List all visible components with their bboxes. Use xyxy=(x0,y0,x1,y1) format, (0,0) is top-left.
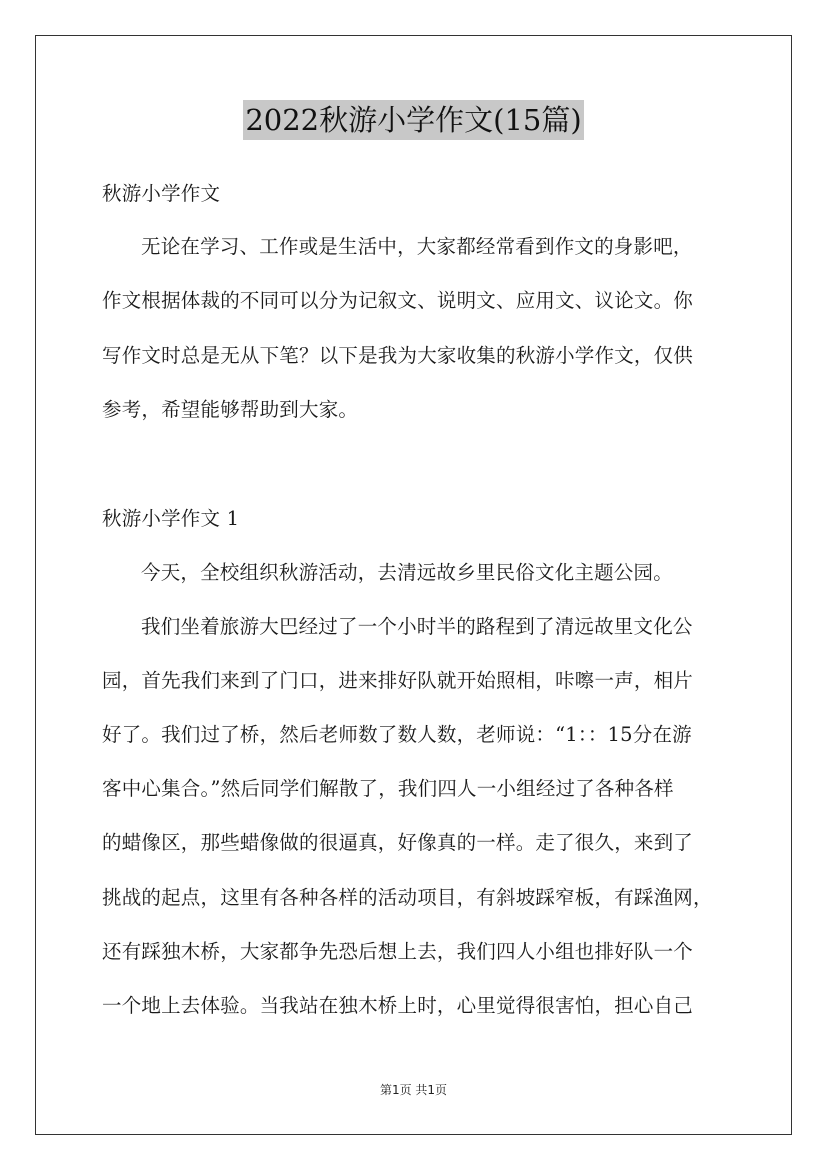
essay-line-8: 还有踩独木桥，大家都争先恐后想上去，我们四人小组也排好队一个 xyxy=(102,940,694,963)
intro-line-1: 无论在学习、工作或是生活中，大家都经常看到作文的身影吧， xyxy=(141,235,693,258)
essay-line-5: 客中心集合。”然后同学们解散了，我们四人一小组经过了各种各样 xyxy=(102,777,674,800)
essay-heading: 秋游小学作文 1 xyxy=(102,507,240,530)
section-heading: 秋游小学作文 xyxy=(102,182,221,205)
essay-line-7: 挑战的起点，这里有各种各样的活动项目，有斜坡踩窄板，有踩渔网， xyxy=(102,886,713,909)
essay-line-1: 今天，全校组织秋游活动，去清远故乡里民俗文化主题公园。 xyxy=(141,561,673,584)
essay-line-3: 园，首先我们来到了门口，进来排好队就开始照相，咔嚓一声，相片 xyxy=(102,669,694,692)
essay-line-4: 好了。我们过了桥，然后老师数了数人数，老师说：“1：：15分在游 xyxy=(102,723,692,746)
document-title: 2022秋游小学作文(15篇) xyxy=(243,100,583,140)
essay-line-6: 的蜡像区，那些蜡像做的很逼真，好像真的一样。走了很久，来到了 xyxy=(102,831,694,854)
essay-line-2: 我们坐着旅游大巴经过了一个小时半的路程到了清远故里文化公 xyxy=(141,615,693,638)
intro-line-3: 写作文时总是无从下笔？以下是我为大家收集的秋游小学作文，仅供 xyxy=(102,344,694,367)
page-number-footer: 第1页 共1页 xyxy=(379,1083,448,1097)
essay-line-9: 一个地上去体验。当我站在独木桥上时，心里觉得很害怕，担心自己 xyxy=(102,994,694,1017)
intro-line-2: 作文根据体裁的不同可以分为记叙文、说明文、应用文、议论文。你 xyxy=(102,289,694,312)
title-container xyxy=(0,100,827,140)
intro-line-4: 参考，希望能够帮助到大家。 xyxy=(102,398,359,421)
